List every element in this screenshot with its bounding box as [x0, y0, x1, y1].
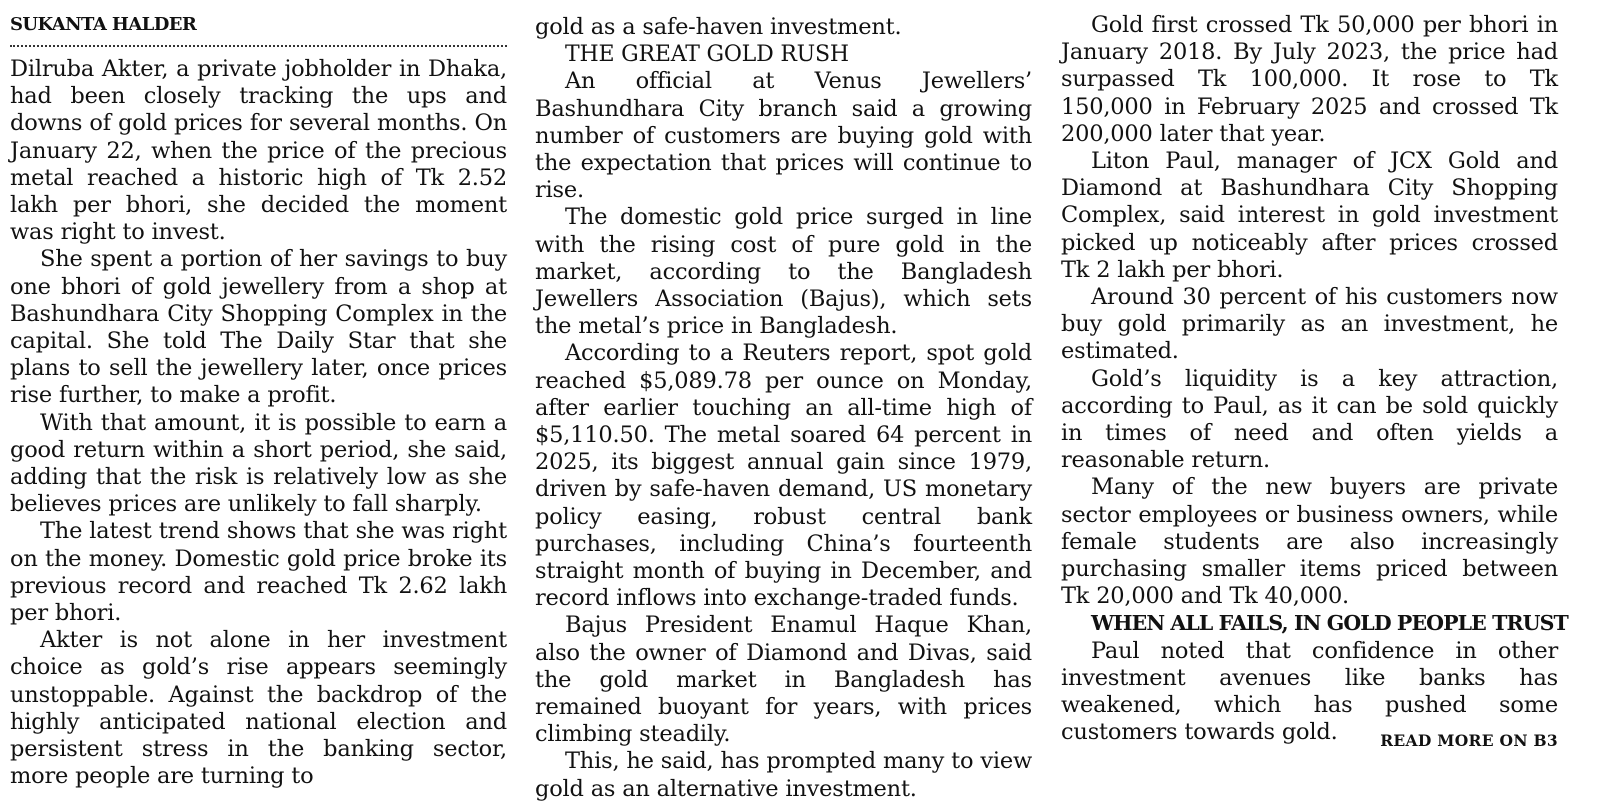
paragraph: Gold first crossed Tk 50,000 per bhori in January 2018. By July 2023, the price had surpassed Tk 100,000. It rose to Tk 150,000 in February 2025 and crossed Tk 200,000 later that year. [1061, 12, 1558, 147]
paragraph-continuation: gold as a safe-haven investment. [535, 14, 902, 40]
paragraph: An official at Venus Jewellers’ Bashundhara City branch said a growing number of customers are buying gold with the expectation that prices will continue to rise. [535, 68, 1032, 204]
paragraph: With that amount, it is possible to earn a good return within a short period, she said, adding that the risk is relatively low as she believes prices are unlikely to fall sharply. [10, 409, 507, 518]
article-column-3 [1061, 12, 1568, 746]
article-column-1 [10, 12, 507, 790]
paragraph: Liton Paul, manager of JCX Gold and Diamond at Bashundhara City Shopping Complex, said interest in gold investment picked up noticeably after prices crossed Tk 2 lakh per bhori. [1061, 148, 1558, 283]
paragraph: According to a Reuters report, spot gold reached $5,089.78 per ounce on Monday, after earlier touching an all-time high of $5,110.50. The metal soared 64 percent in 2025, its biggest annual gain since 1979, driven by safe-haven demand, US monetary policy easing, robust central bank purchases, including China’s fourteenth straight month of buying in December, and record inflows into exchange-traded funds. [535, 340, 1032, 612]
paragraph: Around 30 percent of his customers now buy gold primarily as an investment, he estimated. [1061, 284, 1558, 365]
byline: SUKANTA HALDER [10, 12, 507, 47]
subheading: THE GREAT GOLD RUSH [565, 42, 849, 68]
paragraph: This, he said, has prompted many to view gold as an alternative investment. [535, 748, 1032, 802]
article-column-2 [535, 14, 1032, 803]
paragraph: Bajus President Enamul Haque Khan, also the owner of Diamond and Divas, said the gold market in Bangladesh has remained buoyant for years, with prices climbing steadily. [535, 612, 1032, 748]
paragraph: The domestic gold price surged in line with the rising cost of pure gold in the market, according to the Bangladesh Jewellers Association (Bajus), which sets the metal’s price in Bangladesh. [535, 204, 1032, 340]
subheading: WHEN ALL FAILS, IN GOLD PEOPLE TRUST [1091, 611, 1568, 636]
paragraph: Akter is not alone in her investment choice as gold’s rise appears seemingly unstoppable. Against the backdrop of the highly anticipated national election and persistent stress in the banking sector, more people are turning to [10, 627, 507, 790]
paragraph: Gold’s liquidity is a key attraction, according to Paul, as it can be sold quickly in times of need and often yields a reasonable return. [1061, 365, 1558, 474]
paragraph: Many of the new buyers are private sector employees or business owners, while female students are also increasingly purchasing smaller items priced between Tk 20,000 and Tk 40,000. [1061, 474, 1558, 610]
paragraph: The latest trend shows that she was right on the money. Domestic gold price broke its previous record and reached Tk 2.62 lakh per bhori. [10, 518, 507, 627]
paragraph: She spent a portion of her savings to buy one bhori of gold jewellery from a shop at Bashundhara City Shopping Complex in the capital. She told The Daily Star that she plans to sell the jewellery later, once prices rise further, to make a profit. [10, 246, 507, 409]
paragraph: Paul noted that confidence in other investment avenues like banks has weakened, which has pushed some customers towards gold. [1061, 637, 1558, 746]
read-more-link[interactable]: READ MORE ON B3 [1380, 731, 1558, 750]
paragraph: Dilruba Akter, a private jobholder in Dhaka, had been closely tracking the ups and downs of gold prices for several months. On January 22, when the price of the precious metal reached a historic high of Tk 2.52 lakh per bhori, she decided the moment was right to invest. [10, 56, 507, 246]
